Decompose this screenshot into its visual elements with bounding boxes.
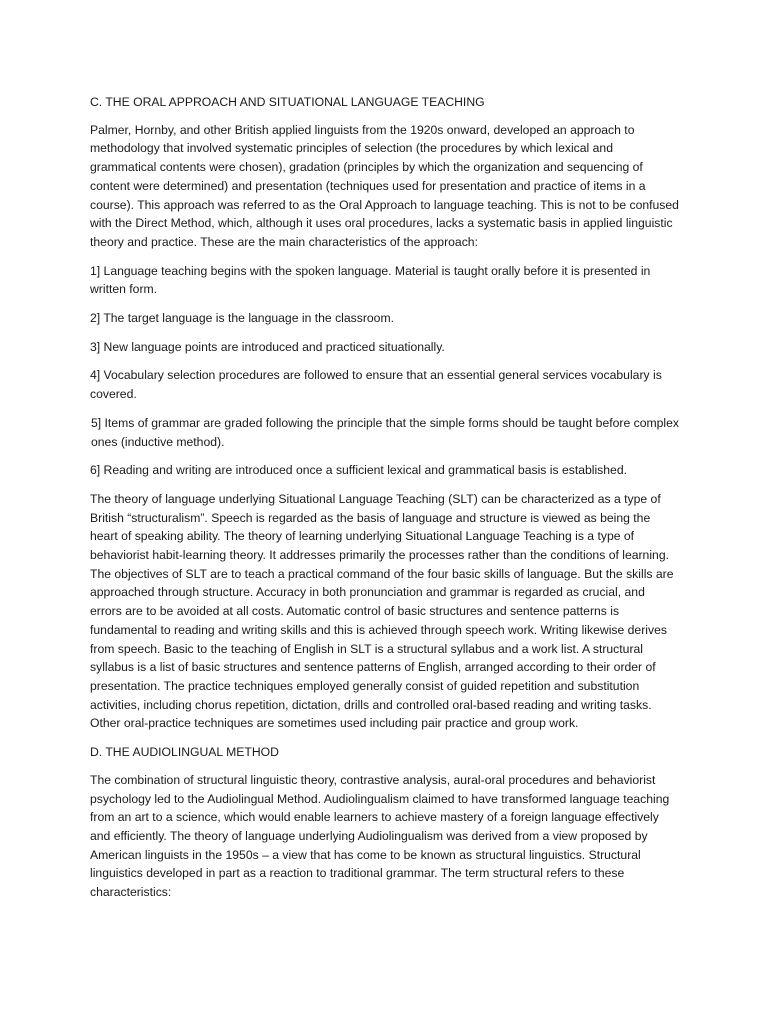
document-page	[90, 93, 680, 912]
list-item: 2] The target language is the language in the classroom.	[90, 311, 394, 326]
section-d-body: The combination of structural linguistic theory, contrastive analysis, aural-oral procedures and behaviorist psychology led to the Audiolingual Method. Audiolingualism claimed to have transformed language teaching from an art to a science, which would enable learners to achieve mastery of a foreign language effectively and efficiently. The theory of language underlying Audiolingualism was derived from a view proposed by American linguists in the 1950s – a view that has come to be known as structural linguistics. Structural linguistics developed in part as a reaction to traditional grammar. The term structural refers to these characteristics:	[90, 772, 670, 900]
section-c-heading: C. THE ORAL APPROACH AND SITUATIONAL LANGUAGE TEACHING	[90, 95, 485, 109]
section-d-heading: D. THE AUDIOLINGUAL METHOD	[90, 745, 279, 760]
list-item: 5] Items of grammar are graded following the principle that the simple forms should be taught before complex ones (inductive method).	[91, 415, 680, 449]
list-item: 3] New language points are introduced and practiced situationally.	[90, 339, 445, 354]
section-c-theory: The theory of language underlying Situational Language Teaching (SLT) can be characterized as a type of British “structuralism”. Speech is regarded as the basis of language and structure is viewed as being the heart of speaking ability. The theory of learning underlying Situational Language Teaching is a type of behaviorist habit-learning theory. It addresses primarily the processes rather than the conditions of learning. The objectives of SLT are to teach a practical command of the four basic skills of language. But the skills are approached through structure. Accuracy in both pronunciation and grammar is regarded as crucial, and errors are to be avoided at all costs. Automatic control of basic structures and sentence patterns is fundamental to reading and writing skills and this is achieved through speech work. Writing likewise derives from speech. Basic to the teaching of English in SLT is a structural syllabus and a work list. A structural syllabus is a list of basic structures and sentence patterns of English, arranged according to their order of presentation. The practice techniques employed generally consist of guided repetition and substitution activities, including chorus repetition, dictation, drills and controlled oral-based reading and writing tasks. Other oral-practice techniques are sometimes used including pair practice and group work.	[90, 491, 674, 731]
list-item: 6] Reading and writing are introduced once a sufficient lexical and grammatical basis is established.	[90, 463, 627, 478]
list-item: 1] Language teaching begins with the spoken language. Material is taught orally before it is presented in written form.	[90, 263, 651, 297]
list-item: 4] Vocabulary selection procedures are followed to ensure that an essential general services vocabulary is covered.	[90, 368, 662, 402]
section-c-intro: Palmer, Hornby, and other British applied linguists from the 1920s onward, developed an approach to methodology that involved systematic principles of selection (the procedures by which lexical and grammatical contents were chosen), gradation (principles by which the organization and sequencing of content were determined) and presentation (techniques used for presentation and practice of items in a course). This approach was referred to as the Oral Approach to language teaching. This is not to be confused with the Direct Method, which, although it uses oral procedures, lacks a systematic basis in applied linguistic theory and practice. These are the main characteristics of the approach:	[90, 122, 679, 249]
